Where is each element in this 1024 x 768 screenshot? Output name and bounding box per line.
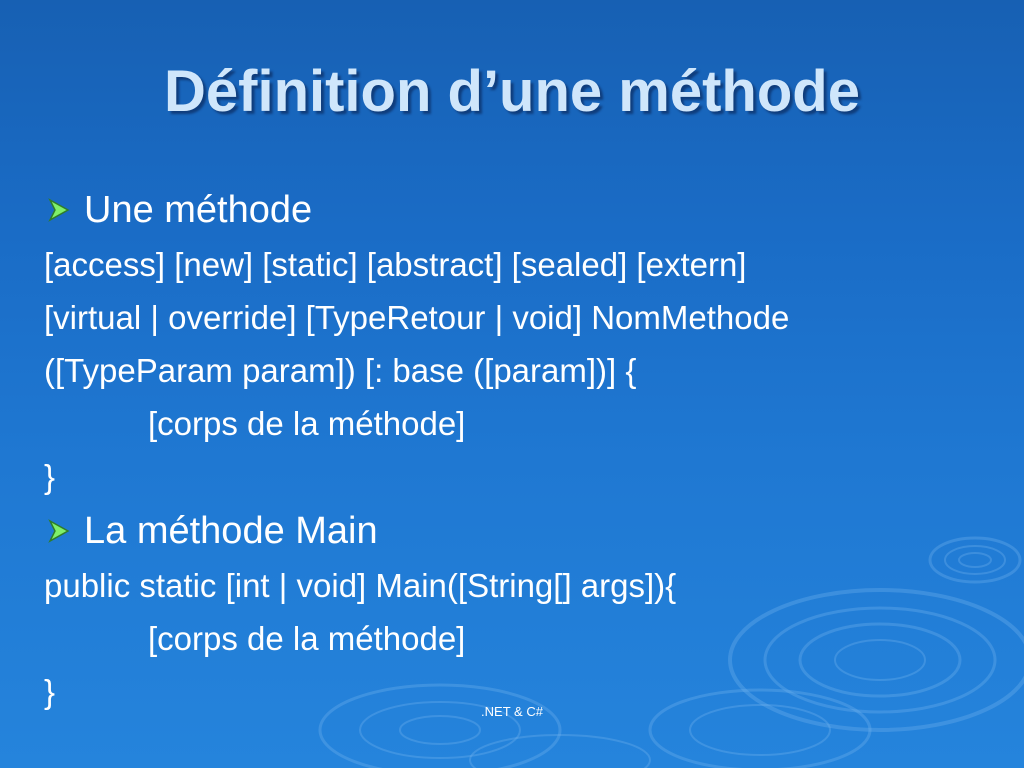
code-line: public static [int | void] Main([String[] args]){	[44, 567, 677, 604]
slide-footer: .NET & C#	[481, 704, 543, 719]
slide-content	[44, 182, 1004, 718]
bullet-heading: Une méthode	[84, 188, 313, 231]
code-line-indented: [corps de la méthode]	[148, 405, 466, 442]
green-arrow-bullet-icon	[44, 516, 78, 546]
code-line: [access] [new] [static] [abstract] [sealed] [extern]	[44, 246, 747, 283]
code-line-indented: [corps de la méthode]	[148, 620, 466, 657]
green-arrow-bullet-icon	[44, 195, 78, 225]
bullet-item-une-methode	[44, 182, 1004, 238]
code-line: }	[44, 673, 56, 710]
code-line: }	[44, 458, 56, 495]
code-line: ([TypeParam param]) [: base ([param])] {	[44, 352, 637, 389]
slide-title: Définition d’une méthode	[164, 59, 860, 124]
bullet-item-methode-main	[44, 503, 1004, 559]
bullet-heading: La méthode Main	[84, 509, 378, 552]
code-line: [virtual | override] [TypeRetour | void] NomMethode	[44, 299, 790, 336]
